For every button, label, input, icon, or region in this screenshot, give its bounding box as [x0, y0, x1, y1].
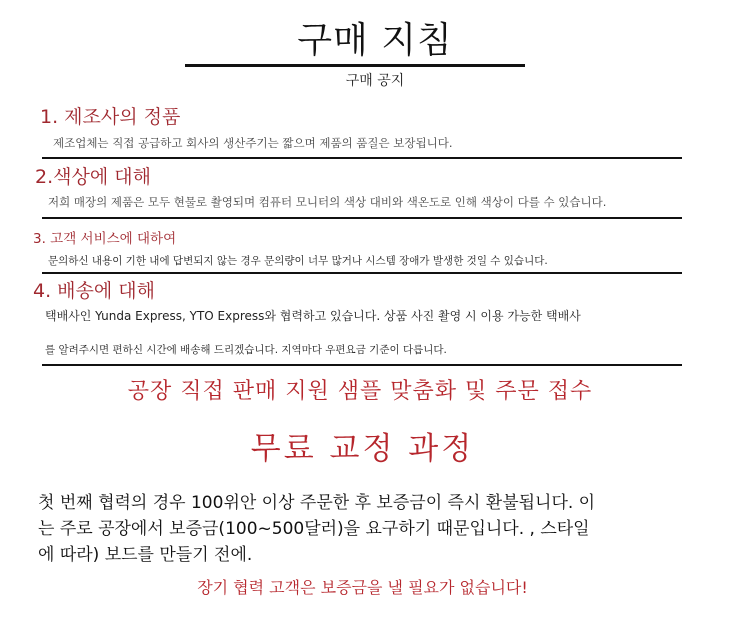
deposit-notice-line2: 는 주로 공장에서 보증금(100~500달러)을 요구하기 때문입니다. , 스타일 [38, 519, 590, 539]
promo-headline: 공장 직접 판매 지원 샘플 맞춤화 및 주문 접수 [127, 379, 593, 404]
title-divider [185, 64, 525, 67]
page-title: 구매 지침 [297, 20, 453, 61]
section-body-shipping-line1: 택배사인 Yunda Express, YTO Express와 협력하고 있습니다. 상품 사진 촬영 시 이용 가능한 택배사 [45, 309, 581, 323]
section-divider [42, 272, 682, 274]
deposit-notice-line1: 첫 번째 협력의 경우 100위안 이상 주문한 후 보증금이 즉시 환불됩니다. 이 [38, 493, 596, 513]
long-term-customer-note: 장기 협력 고객은 보증금을 낼 필요가 없습니다! [197, 578, 528, 597]
deposit-notice-line3: 에 따라) 보드를 만들기 전에. [38, 545, 253, 565]
section-heading-authentic: 1. 제조사의 정품 [40, 106, 181, 128]
section-body-shipping-line2: 를 알려주시면 편하신 시간에 배송해 드리겠습니다. 지역마다 우편요금 기준이 다릅니다. [45, 344, 447, 356]
promo-subheadline: 무료 교정 과정 [250, 431, 475, 467]
section-heading-service: 3. 고객 서비스에 대하여 [33, 231, 177, 247]
section-divider [42, 157, 682, 159]
section-body-service: 문의하신 내용이 기한 내에 답변되지 않는 경우 문의량이 너무 많거나 시스템 장애가 발생한 것일 수 있습니다. [48, 255, 548, 267]
section-body-color: 저희 매장의 제품은 모두 현물로 촬영되며 컴퓨터 모니터의 색상 대비와 색온도로 인해 색상이 다를 수 있습니다. [48, 195, 607, 209]
page-subtitle: 구매 공지 [345, 73, 405, 89]
section-divider [42, 217, 682, 219]
deposit-notice [38, 490, 595, 568]
section-divider [42, 364, 682, 366]
section-heading-shipping: 4. 배송에 대해 [33, 280, 155, 302]
section-body-authentic: 제조업체는 직접 공급하고 회사의 생산주기는 짧으며 제품의 품질은 보장됩니다. [53, 136, 453, 150]
section-heading-color: 2.색상에 대해 [35, 166, 151, 188]
